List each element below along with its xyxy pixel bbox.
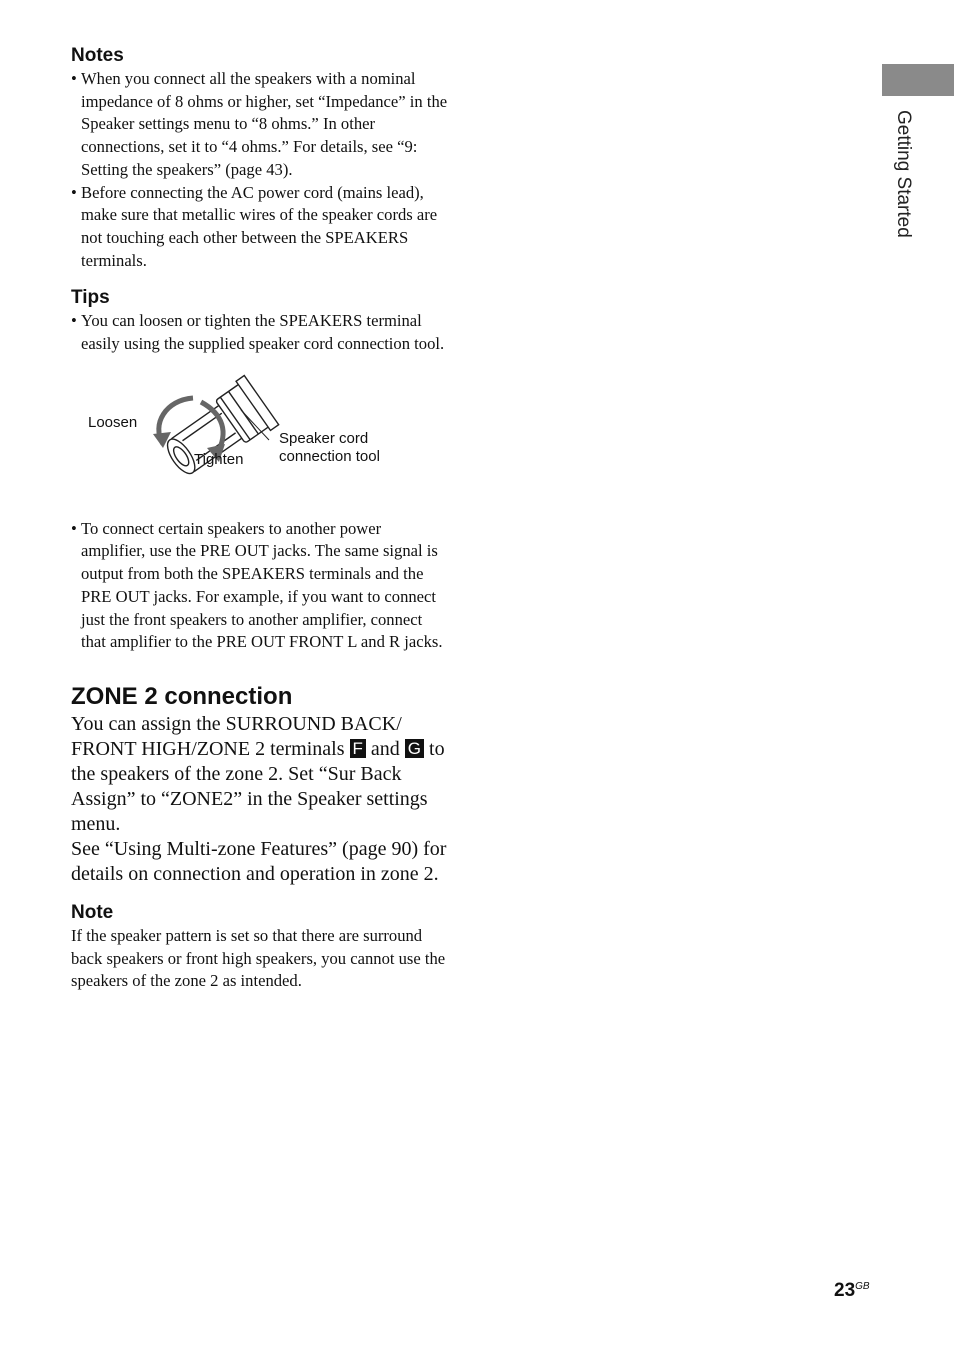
zone2-paragraph bbox=[71, 712, 449, 837]
zone2-text-and: and bbox=[370, 737, 400, 760]
list-item: • Before connecting the AC power cord (mains lead), make sure that metallic wires of the speaker cords are not touching each other between the SPEAKERS terminals. bbox=[71, 182, 449, 273]
terminal-g-badge: G bbox=[405, 739, 424, 758]
zone2-text-b: to the speakers of the zone 2. Set “Sur Back Assign” to “ZONE2” in the Speaker settings menu. bbox=[71, 737, 445, 835]
list-item: • When you connect all the speakers with a nominal impedance of 8 ohms or higher, set “Impedance” in the Speaker settings menu to “8 ohms.” In other connections, set it to “4 ohms.” For details, see “9: Setting the speakers” (page 43). bbox=[71, 68, 449, 182]
zone2-see-paragraph: See “Using Multi-zone Features” (page 90) for details on connection and operation in zone 2. bbox=[71, 837, 447, 885]
note-text: If the speaker pattern is set so that there are surround back speakers or front high speakers, you cannot use the speakers of the zone 2 as intended. bbox=[71, 925, 446, 991]
note-heading: Note bbox=[71, 901, 114, 923]
main-column bbox=[71, 44, 449, 993]
list-item: • To connect certain speakers to another power amplifier, use the PRE OUT jacks. The same signal is output from both the SPEAKERS terminals and the PRE OUT jacks. For example, if you want to connect just the front speakers to another amplifier, connect that amplifier to the PRE OUT FRONT L and R jacks. bbox=[71, 518, 449, 654]
tool-label-line1: Speaker cord bbox=[279, 429, 369, 447]
connection-tool-illustration bbox=[71, 366, 449, 506]
page-number-value: 23 bbox=[834, 1280, 856, 1301]
section-tab-marker bbox=[882, 64, 954, 96]
terminal-f-badge: F bbox=[350, 739, 366, 758]
zone2-heading: ZONE 2 connection bbox=[71, 682, 293, 710]
connection-tool-figure bbox=[71, 366, 449, 506]
page-number bbox=[834, 1280, 870, 1302]
list-item: • You can loosen or tighten the SPEAKERS terminal easily using the supplied speaker cord connection tool. bbox=[71, 310, 449, 355]
tips-list-continued bbox=[71, 518, 449, 654]
zone2-text-a: You can assign the SURROUND BACK/ FRONT HIGH/ZONE 2 terminals bbox=[71, 712, 402, 760]
tips-heading: Tips bbox=[71, 287, 110, 309]
loosen-label: Loosen bbox=[88, 413, 138, 431]
page-number-suffix: GB bbox=[855, 1281, 870, 1292]
tool-label-line2: connection tool bbox=[279, 447, 380, 465]
tighten-label: Tighten bbox=[194, 450, 244, 468]
notes-heading: Notes bbox=[71, 45, 124, 66]
notes-list bbox=[71, 68, 449, 272]
tips-list bbox=[71, 310, 449, 355]
section-label: Getting Started bbox=[893, 110, 914, 238]
